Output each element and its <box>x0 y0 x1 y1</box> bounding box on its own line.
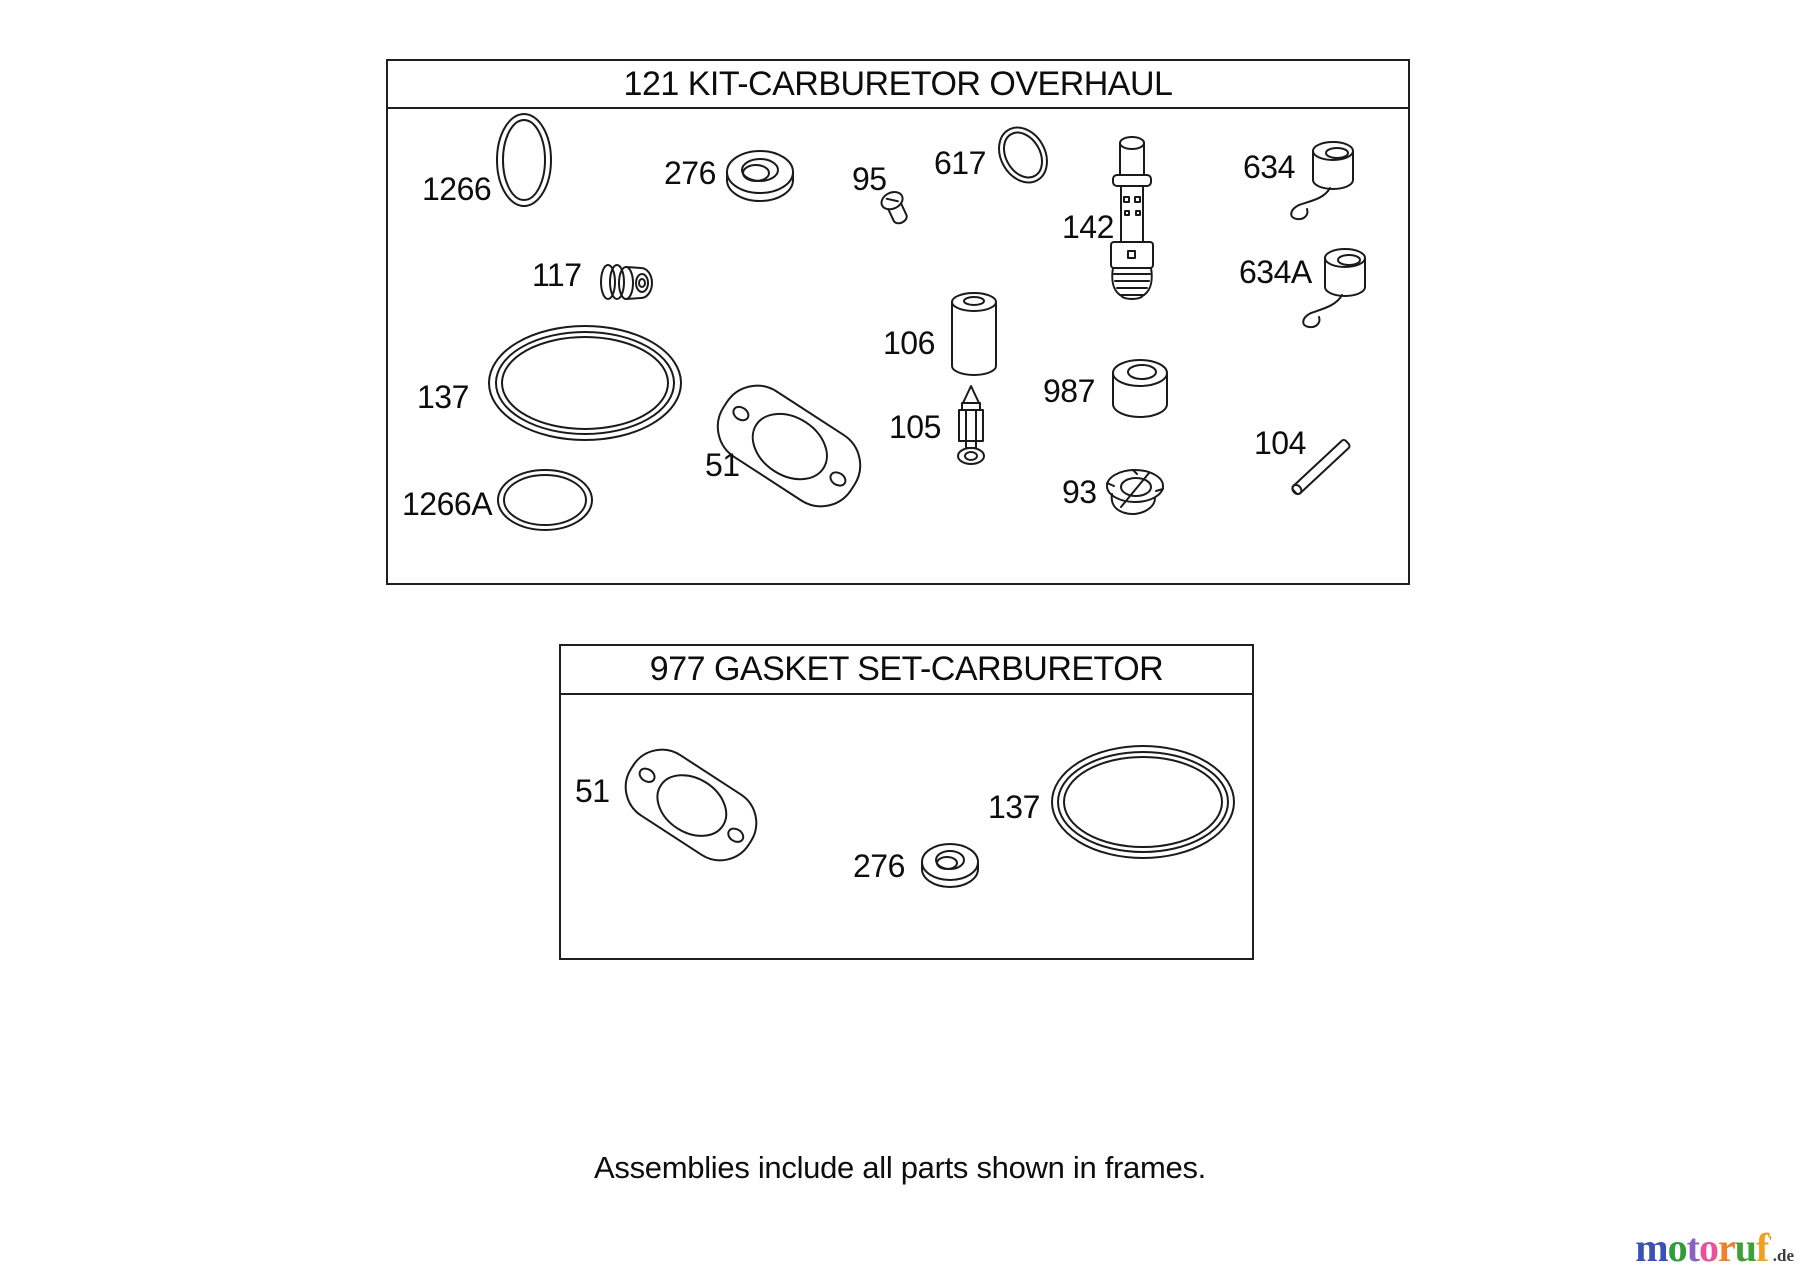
logo-letter: u <box>1734 1225 1756 1269</box>
logo-letter: t <box>1686 1225 1699 1269</box>
gasket-part-label-276: 276 <box>853 848 905 884</box>
assemblies-note: Assemblies include all parts shown in frames. <box>594 1150 1206 1185</box>
logo-domain-suffix: .de <box>1772 1246 1794 1265</box>
logo-letter: o <box>1698 1225 1718 1269</box>
kit-carburetor-overhaul-frame <box>386 59 1410 585</box>
part-label-634: 634 <box>1243 149 1295 185</box>
part-label-95: 95 <box>852 161 887 197</box>
kit-carburetor-overhaul-title: 121 KIT-CARBURETOR OVERHAUL <box>388 61 1408 109</box>
logo-wordmark[interactable] <box>1635 1220 1794 1269</box>
part-label-617: 617 <box>934 145 986 181</box>
part-label-93: 93 <box>1062 474 1097 510</box>
part-label-142: 142 <box>1062 209 1114 245</box>
logo-letter: f <box>1755 1225 1769 1269</box>
part-label-987: 987 <box>1043 373 1095 409</box>
logo-letters <box>1635 1225 1768 1269</box>
logo-letter: m <box>1635 1225 1668 1269</box>
logo-letter: o <box>1667 1225 1687 1269</box>
part-label-117: 117 <box>532 257 582 293</box>
part-label-1266: 1266 <box>422 171 492 207</box>
gasket-part-label-137: 137 <box>988 789 1040 825</box>
part-label-1266A: 1266A <box>402 486 493 522</box>
logo-letter: r <box>1717 1225 1735 1269</box>
logo-trademark-mark: ' <box>1768 1234 1773 1251</box>
gasket-part-label-51: 51 <box>575 773 610 809</box>
part-label-106: 106 <box>883 325 935 361</box>
gasket-set-carburetor-frame <box>559 644 1254 960</box>
gasket-set-carburetor-title: 977 GASKET SET-CARBURETOR <box>561 646 1252 695</box>
part-label-51: 51 <box>705 447 740 483</box>
part-label-137: 137 <box>417 379 469 415</box>
part-label-634A: 634A <box>1239 254 1312 290</box>
part-label-105: 105 <box>889 409 941 445</box>
part-label-276: 276 <box>664 155 716 191</box>
part-label-104: 104 <box>1254 425 1306 461</box>
